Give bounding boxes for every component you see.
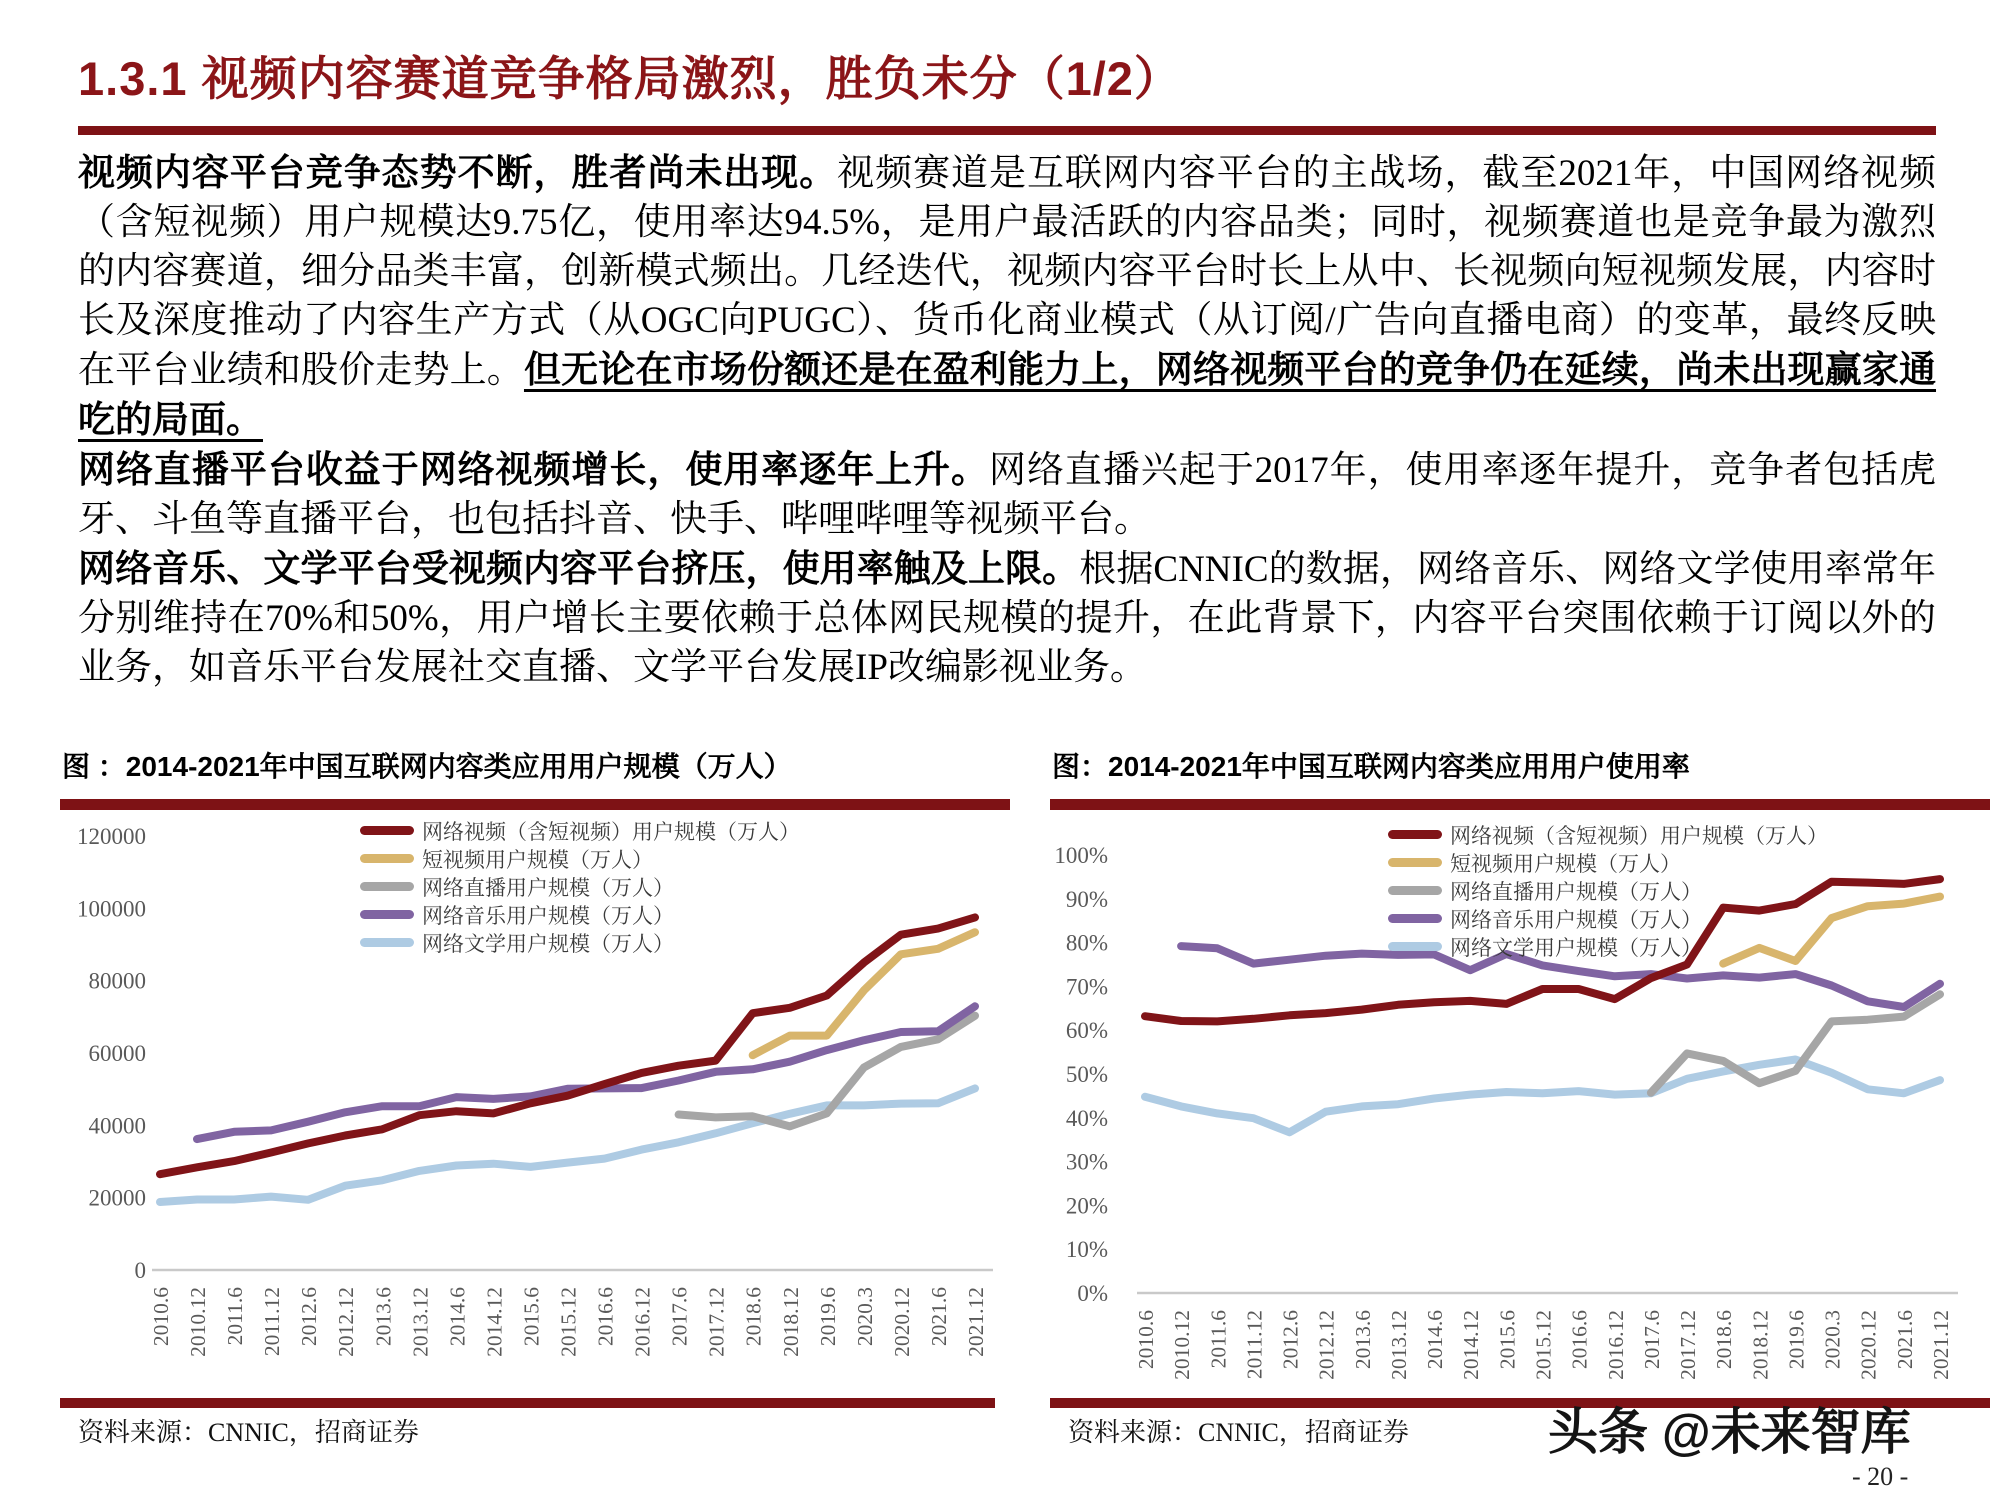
legend-item (1388, 849, 1828, 876)
chart-title-usage-rate: 图：2014-2021年中国互联网内容类应用用户使用率 (1052, 751, 1690, 782)
chart-divider (1050, 799, 1990, 810)
legend-label: 网络视频（含短视频）用户规模（万人） (1450, 823, 1828, 848)
x-tick-label: 2011.6 (1206, 1310, 1231, 1369)
x-tick-label: 2015.12 (1531, 1310, 1556, 1380)
legend-label: 网络直播用户规模（万人） (422, 875, 674, 900)
legend-item (360, 845, 800, 872)
x-tick-label: 2021.6 (1892, 1310, 1917, 1370)
x-tick-label: 2014.6 (1423, 1310, 1448, 1370)
y-tick-label: 20000 (88, 1185, 146, 1211)
text-run: 网络直播兴起于2017年，使用率逐年提升，竞争者包括虎牙、斗鱼等直播平台，也包括抖音、快手、哔哩哔哩等视频平台。 (78, 450, 1937, 540)
y-tick-label: 100000 (77, 896, 146, 922)
chart-legend (1388, 821, 1828, 960)
x-tick-label: 2012.6 (297, 1287, 322, 1347)
legend-item (1388, 905, 1828, 932)
x-tick-label: 2018.6 (1712, 1310, 1737, 1370)
x-tick-label: 2015.6 (1495, 1310, 1520, 1370)
y-tick-label: 60000 (88, 1041, 146, 1066)
y-tick-label: 10% (1065, 1237, 1108, 1263)
text-run: 根据CNNIC的数据，网络音乐、网络文学使用率常年分别维持在70%和50%，用户增长主要依赖于总体网民规模的提升，在此背景下，内容平台突围依赖于订阅以外的业务，如音乐平台发展社交直播、文学平台发展IP改编影视业务。 (78, 549, 1937, 688)
footer-bar (60, 1398, 995, 1408)
y-tick-label: 80000 (88, 968, 146, 994)
chart-divider (60, 799, 1010, 810)
legend-item (1388, 933, 1828, 960)
y-tick-label: 90% (1065, 886, 1108, 912)
text-run: 视频赛道是互联网内容平台的主战场，截至2021年，中国网络视频（含短视频）用户规模达9.75亿，使用率达94.5%，是用户最活跃的内容品类；同时，视频赛道也是竞争最为激烈的内容赛道，细分品类丰富，创新模式频出。几经迭代，视频内容平台时长上从中、长视频向短视频发展，内容时长及深度推动了内容生产方式（从OGC向PUGC）、货币化商业模式（从订阅/广告向直播电商）的变革，最终反映在平台业绩和股价走势上。 (78, 153, 1937, 391)
x-tick-label: 2013.12 (408, 1287, 433, 1357)
x-tick-label: 2019.6 (1784, 1310, 1809, 1370)
series-line (160, 1088, 975, 1202)
page-number: - 20 - (1852, 1462, 1909, 1491)
x-tick-label: 2010.6 (149, 1287, 173, 1347)
chart-panel-usage-rate (1050, 745, 1990, 1380)
legend-label: 网络文学用户规模（万人） (422, 931, 674, 956)
chart-title-user-scale: 图 ：2014-2021年中国互联网内容类应用用户规模（万人） (62, 751, 792, 782)
y-tick-label: 100% (1054, 843, 1108, 868)
legend-item (360, 929, 800, 956)
x-tick-label: 2014.6 (445, 1287, 470, 1347)
watermark: 头条 @未来智库 (1548, 1404, 1911, 1460)
legend-item (1388, 821, 1828, 848)
legend-swatch (360, 826, 414, 835)
legend-swatch (1388, 914, 1442, 923)
x-tick-label: 2016.6 (1567, 1310, 1592, 1370)
x-tick-label: 2016.12 (630, 1287, 655, 1357)
legend-swatch (360, 854, 414, 863)
x-tick-label: 2017.6 (667, 1287, 692, 1347)
x-tick-label: 2013.6 (371, 1287, 396, 1347)
title-rule (78, 126, 1936, 135)
y-tick-label: 20% (1065, 1193, 1108, 1219)
y-tick-label: 80% (1065, 930, 1108, 956)
x-tick-label: 2020.3 (852, 1287, 877, 1347)
x-tick-label: 2013.6 (1350, 1310, 1375, 1370)
x-tick-label: 2012.12 (334, 1287, 359, 1357)
legend-swatch (360, 882, 414, 891)
y-tick-label: 40% (1065, 1105, 1108, 1131)
legend-swatch (360, 910, 414, 919)
x-tick-label: 2011.6 (223, 1287, 248, 1346)
legend-item (1388, 877, 1828, 904)
legend-swatch (1388, 858, 1442, 867)
legend-swatch (360, 938, 414, 947)
text-run: 网络音乐、文学平台受视频内容平台挤压，使用率触及上限。 (78, 548, 1080, 589)
x-tick-label: 2016.12 (1603, 1310, 1628, 1380)
legend-swatch (1388, 942, 1442, 951)
legend-label: 网络音乐用户规模（万人） (1450, 907, 1702, 932)
legend-label: 网络视频（含短视频）用户规模（万人） (422, 819, 800, 844)
x-tick-label: 2019.6 (815, 1287, 840, 1347)
chart-panel-user-scale (60, 745, 1010, 1357)
x-tick-label: 2020.3 (1820, 1310, 1845, 1370)
legend-item (360, 817, 800, 844)
x-tick-label: 2013.12 (1386, 1310, 1411, 1380)
x-tick-label: 2020.12 (1856, 1310, 1881, 1380)
x-tick-label: 2021.6 (926, 1287, 951, 1347)
series-line (1145, 1060, 1940, 1133)
x-tick-label: 2021.12 (1929, 1310, 1953, 1380)
legend-label: 短视频用户规模（万人） (422, 847, 653, 872)
x-tick-label: 2017.12 (704, 1287, 729, 1357)
y-tick-label: 50% (1065, 1062, 1108, 1087)
x-tick-label: 2021.12 (964, 1287, 988, 1357)
source-note: 资料来源：CNNIC，招商证券 (78, 1418, 419, 1447)
x-tick-label: 2018.12 (1748, 1310, 1773, 1380)
text-run: 但无论在市场份额还是在盈利能力上，网络视频平台的竞争仍在延续，尚未出现赢家通吃的局面。 (78, 349, 1937, 440)
x-tick-label: 2010.6 (1134, 1310, 1158, 1370)
y-tick-label: 30% (1065, 1149, 1108, 1175)
legend-swatch (1388, 886, 1442, 895)
source-note: 资料来源：CNNIC，招商证券 (1068, 1418, 1409, 1447)
x-tick-label: 2017.12 (1676, 1310, 1701, 1380)
x-tick-label: 2015.12 (556, 1287, 581, 1357)
chart-legend (360, 817, 800, 956)
text-run: 网络直播平台收益于网络视频增长，使用率逐年上升。 (78, 449, 989, 490)
x-tick-label: 2018.6 (741, 1287, 766, 1347)
x-tick-label: 2012.6 (1278, 1310, 1303, 1370)
text-run: 视频内容平台竞争态势不断，胜者尚未出现。 (78, 152, 838, 193)
legend-swatch (1388, 830, 1442, 839)
legend-label: 短视频用户规模（万人） (1450, 851, 1681, 876)
x-tick-label: 2010.12 (186, 1287, 211, 1357)
x-tick-label: 2014.12 (1459, 1310, 1484, 1380)
y-tick-label: 0 (134, 1258, 146, 1283)
legend-item (360, 901, 800, 928)
x-tick-label: 2015.6 (519, 1287, 544, 1347)
body-paragraphs (78, 148, 1936, 692)
x-tick-label: 2010.12 (1170, 1310, 1195, 1380)
legend-label: 网络直播用户规模（万人） (1450, 879, 1702, 904)
paragraph (78, 445, 1936, 544)
paragraph (78, 544, 1936, 692)
legend-item (360, 873, 800, 900)
x-tick-label: 2011.12 (260, 1287, 285, 1357)
y-tick-label: 40000 (88, 1113, 146, 1139)
x-tick-label: 2011.12 (1242, 1310, 1267, 1380)
legend-label: 网络音乐用户规模（万人） (422, 903, 674, 928)
x-tick-label: 2017.6 (1639, 1310, 1664, 1370)
x-tick-label: 2014.12 (482, 1287, 507, 1357)
x-tick-label: 2020.12 (889, 1287, 914, 1357)
y-tick-label: 60% (1065, 1018, 1108, 1044)
x-tick-label: 2018.12 (778, 1287, 803, 1357)
y-tick-label: 0% (1077, 1281, 1108, 1306)
page-title: 1.3.1 视频内容赛道竞争格局激烈，胜负未分（1/2） (78, 52, 1182, 105)
legend-label: 网络文学用户规模（万人） (1450, 935, 1702, 960)
y-tick-label: 120000 (77, 824, 146, 849)
paragraph (78, 148, 1936, 445)
y-tick-label: 70% (1065, 974, 1108, 1000)
x-tick-label: 2016.6 (593, 1287, 618, 1347)
x-tick-label: 2012.12 (1314, 1310, 1339, 1380)
